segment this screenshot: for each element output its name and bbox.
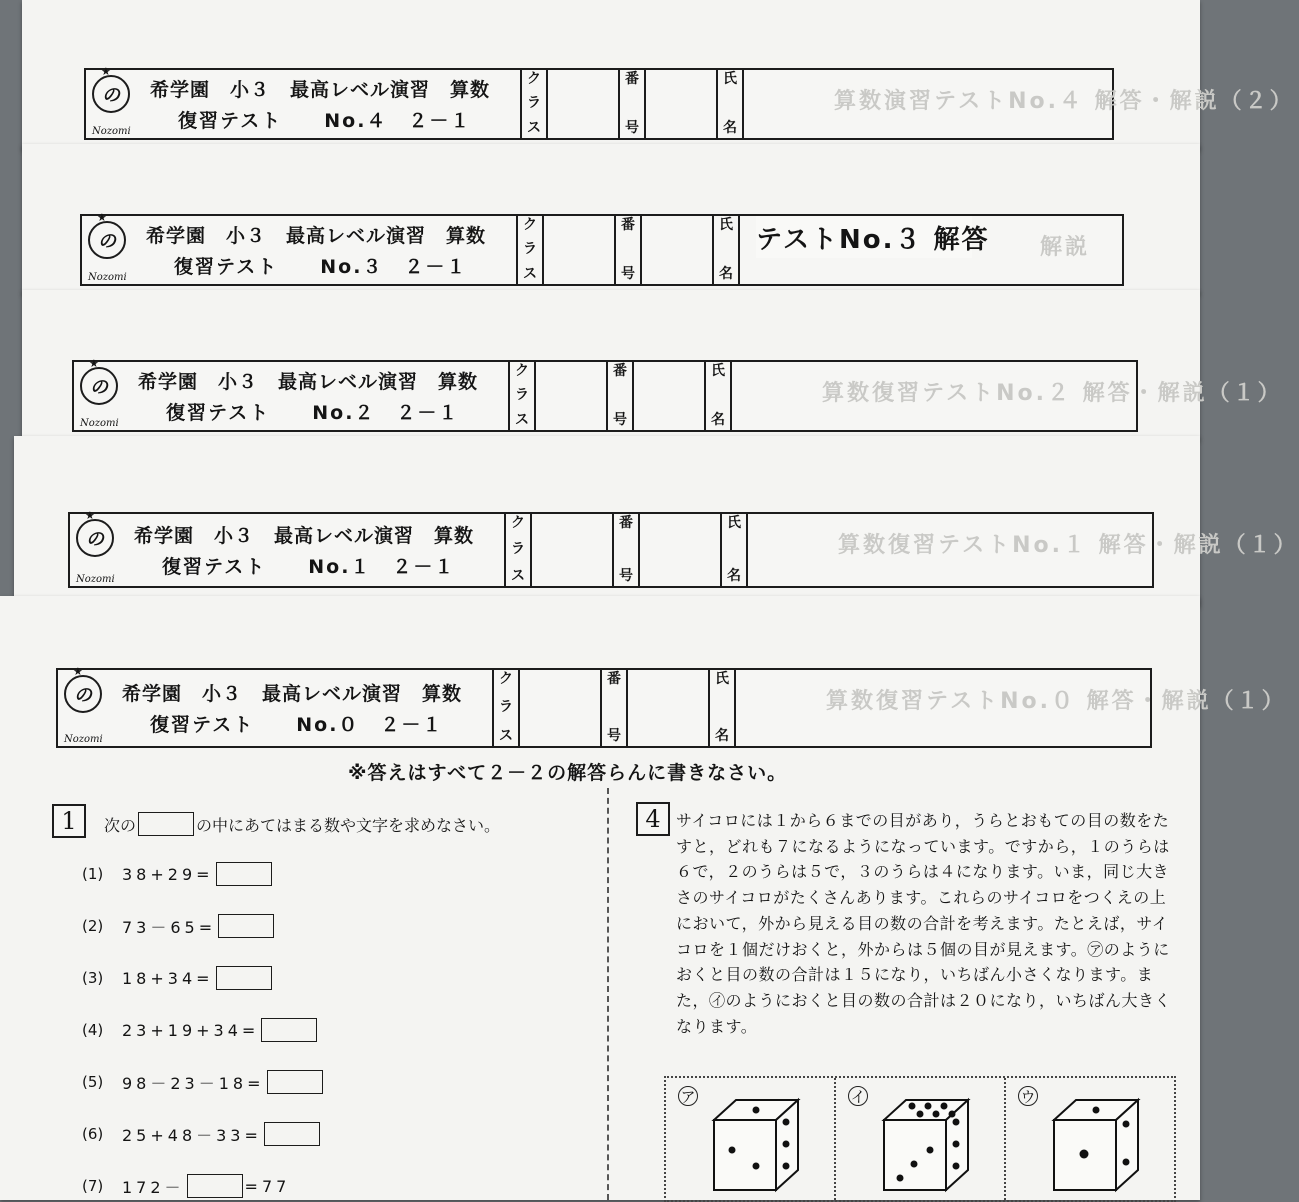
dice-figure-c bbox=[1004, 1078, 1174, 1200]
name-label: 氏 名 bbox=[704, 362, 730, 430]
logo-mark: の bbox=[88, 221, 126, 259]
question-1-prompt: 次の の中にあてはまる数や文字を求めなさい。 bbox=[104, 812, 500, 836]
show-through-text: 算数復習テストNo.１ 解答・解説（１） bbox=[838, 533, 1299, 558]
number-field[interactable]: 番 号 bbox=[618, 70, 716, 138]
sheet-title: 希学園 小３ 最高レベル演習 算数 bbox=[138, 371, 479, 393]
sheet-header bbox=[84, 65, 1295, 140]
star-icon: ★ bbox=[101, 65, 111, 78]
instruction-text: ※答えはすべて２－２の解答らんに書きなさい。 bbox=[348, 762, 788, 784]
sheet-no4 bbox=[22, 0, 1295, 150]
name-field[interactable] bbox=[734, 670, 1287, 746]
name-label: 氏 名 bbox=[720, 514, 746, 586]
sheet-header bbox=[68, 509, 1299, 588]
sheet-subtitle: 復習テスト No.０ ２－１ bbox=[150, 714, 444, 736]
q1-item-1: (1) 38+29= bbox=[82, 862, 274, 886]
class-field[interactable]: ク ラ ス bbox=[508, 362, 606, 430]
answer-blank[interactable] bbox=[267, 1070, 323, 1094]
star-icon: ★ bbox=[85, 509, 95, 522]
logo-text: Nozomi bbox=[80, 418, 119, 429]
sheet-no2 bbox=[22, 290, 1283, 440]
answer-blank[interactable] bbox=[216, 966, 272, 990]
question-4-text: サイコロには１から６までの目があり，うらとおもての目の数をたすと，どれも７になるようになっています。ですから，１のうらは６で，２のうらは５で，３のうらは４になります。いま，同じ大きさのサイコロがたくさんあります。これらのサイコロをつくえの上において，外から見える目の数の合計を考えます。たとえば，サイコロを１個だけおくと，外からは５個の目が見えます。㋐のようにおくと目の数の合計は１５になり，いちばん小さくなります。また，㋑のようにおくと目の数の合計は２０になり，いちばん大きくなります。 bbox=[676, 811, 1172, 1036]
sheet-subtitle: 復習テスト No.３ ２－１ bbox=[174, 256, 468, 278]
sheet-title: 希学園 小３ 最高レベル演習 算数 bbox=[122, 683, 463, 705]
sheet-no3 bbox=[22, 144, 1200, 294]
logo-text: Nozomi bbox=[64, 734, 103, 745]
logo-text: Nozomi bbox=[76, 574, 115, 585]
die-icon bbox=[706, 1092, 806, 1202]
name-field[interactable] bbox=[746, 514, 1299, 586]
star-icon: ★ bbox=[89, 357, 99, 370]
logo-text: Nozomi bbox=[88, 272, 127, 283]
column-divider bbox=[607, 788, 609, 1200]
logo-mark: の bbox=[80, 367, 118, 405]
nozomi-logo bbox=[58, 665, 118, 746]
dice-figures bbox=[664, 1076, 1176, 1202]
name-label: 氏 名 bbox=[712, 216, 738, 284]
q1-item-7: (7) 172－ =77 bbox=[82, 1174, 290, 1198]
name-label: 氏 名 bbox=[716, 70, 742, 138]
answer-blank[interactable] bbox=[261, 1018, 317, 1042]
sheet-subtitle: 復習テスト No.１ ２－１ bbox=[162, 556, 456, 578]
number-field[interactable]: 番 号 bbox=[606, 362, 704, 430]
dice-figure-b bbox=[834, 1078, 1004, 1200]
figure-label: ウ bbox=[1018, 1086, 1038, 1106]
logo-mark: の bbox=[76, 519, 114, 557]
logo-mark: の bbox=[64, 675, 102, 713]
show-through-text: 解説 bbox=[1040, 235, 1091, 260]
sheet-header bbox=[56, 665, 1287, 748]
die-icon bbox=[876, 1092, 976, 1202]
class-field[interactable]: ク ラ ス bbox=[492, 670, 600, 746]
question-1-number: 1 bbox=[52, 804, 86, 838]
q1-item-6: (6) 25+48－33= bbox=[82, 1122, 322, 1146]
show-through-text: 算数復習テストNo.２ 解答・解説（１） bbox=[822, 381, 1283, 406]
class-field[interactable]: ク ラ ス bbox=[504, 514, 612, 586]
star-icon: ★ bbox=[97, 211, 107, 224]
figure-label: ア bbox=[678, 1086, 698, 1106]
sheet-subtitle: 復習テスト No.２ ２－１ bbox=[166, 402, 460, 424]
overlay-strip: テストNo.３ 解答 bbox=[756, 216, 972, 258]
figure-label: イ bbox=[848, 1086, 868, 1106]
q1-item-5: (5) 98－23－18= bbox=[82, 1070, 325, 1094]
answer-blank[interactable] bbox=[216, 862, 272, 886]
logo-mark: の bbox=[92, 75, 130, 113]
sheet-header bbox=[72, 357, 1283, 432]
show-through-text: 算数演習テストNo.４ 解答・解説（２） bbox=[834, 89, 1295, 114]
show-through-text: 算数復習テストNo.０ 解答・解説（１） bbox=[826, 689, 1287, 714]
answer-blank[interactable] bbox=[218, 914, 274, 938]
q1-item-4: (4) 23+19+34= bbox=[82, 1018, 319, 1042]
star-icon: ★ bbox=[73, 665, 83, 678]
dice-figure-a bbox=[666, 1078, 834, 1200]
sheet-no1 bbox=[14, 436, 1299, 606]
sheet-title: 希学園 小３ 最高レベル演習 算数 bbox=[146, 225, 487, 247]
name-field[interactable] bbox=[742, 70, 1295, 138]
nozomi-logo bbox=[74, 357, 134, 430]
nozomi-logo bbox=[70, 509, 130, 586]
answer-blank[interactable] bbox=[264, 1122, 320, 1146]
class-field[interactable]: ク ラ ス bbox=[516, 216, 614, 284]
name-label: 氏 名 bbox=[708, 670, 734, 746]
number-field[interactable]: 番 号 bbox=[614, 216, 712, 284]
number-field[interactable]: 番 号 bbox=[600, 670, 708, 746]
logo-text: Nozomi bbox=[92, 126, 131, 137]
number-field[interactable]: 番 号 bbox=[612, 514, 720, 586]
sheet-subtitle: 復習テスト No.４ ２－１ bbox=[178, 110, 472, 132]
example-blank-box bbox=[138, 812, 194, 836]
q1-item-2: (2) 73－65= bbox=[82, 914, 276, 938]
die-icon bbox=[1046, 1092, 1146, 1202]
name-field[interactable] bbox=[730, 362, 1283, 430]
class-field[interactable]: ク ラ ス bbox=[520, 70, 618, 138]
answer-blank[interactable] bbox=[187, 1174, 243, 1198]
sheet-title: 希学園 小３ 最高レベル演習 算数 bbox=[134, 525, 475, 547]
q1-item-3: (3) 18+34= bbox=[82, 966, 274, 990]
nozomi-logo bbox=[82, 211, 142, 284]
sheet-title: 希学園 小３ 最高レベル演習 算数 bbox=[150, 79, 491, 101]
nozomi-logo bbox=[86, 65, 146, 138]
question-4-number: 4 bbox=[636, 802, 670, 836]
